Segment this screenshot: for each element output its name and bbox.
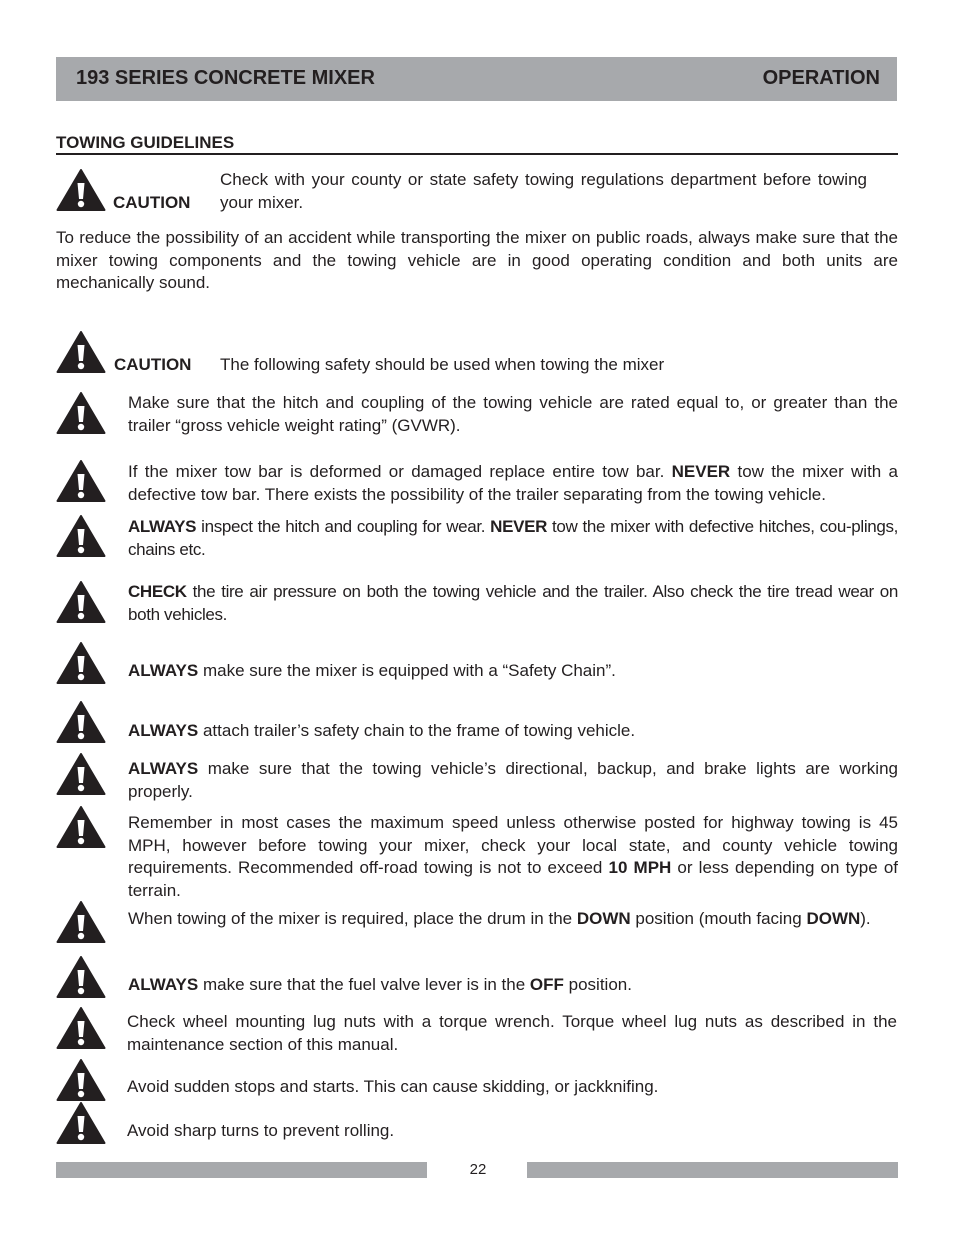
list-item: When towing of the mixer is required, place the drum in the DOWN position (mouth facing DOWN).: [128, 909, 871, 928]
warning-triangle-icon: [56, 805, 106, 849]
warning-triangle-icon: [56, 752, 106, 796]
header-section: OPERATION: [762, 67, 880, 89]
header-title: 193 SERIES CONCRETE MIXER: [76, 67, 375, 89]
header-bar: [56, 57, 897, 101]
warning-triangle-icon: [56, 955, 106, 999]
caution-label: CAUTION: [113, 193, 191, 212]
warning-triangle-icon: [56, 580, 106, 624]
section-title: TOWING GUIDELINES: [56, 133, 235, 152]
footer-bar-left: [56, 1162, 427, 1178]
list-item: CHECK the tire air pressure on both the towing vehicle and the trailer. Also check the tire tread wear on both vehicles.: [128, 582, 898, 624]
footer-bar-right: [527, 1162, 898, 1178]
warning-triangle-icon: [56, 641, 106, 685]
list-item: If the mixer tow bar is deformed or damaged replace entire tow bar. NEVER tow the mixer with a defective tow bar. There exists the possibility of the trailer separating from the towing vehicle.: [128, 462, 898, 504]
warning-triangle-icon: [56, 1058, 106, 1102]
intro-paragraph: To reduce the possibility of an accident while transporting the mixer on public roads, always make sure that the mixer towing components and the towing vehicle are in good operating condition and both units are mechanically sound.: [56, 228, 898, 292]
warning-triangle-icon: [56, 1006, 106, 1050]
section-divider: [56, 153, 898, 155]
caution-text: Check with your county or state safety towing regulations department before towing your mixer.: [220, 170, 867, 212]
warning-triangle-icon: [56, 900, 106, 944]
page-number: 22: [469, 1161, 487, 1178]
list-item: ALWAYS make sure that the towing vehicle’s directional, backup, and brake lights are working properly.: [128, 759, 898, 801]
list-item: ALWAYS make sure the mixer is equipped with a “Safety Chain”.: [128, 661, 616, 680]
warning-triangle-icon: [56, 1101, 106, 1145]
warning-triangle-icon: [56, 514, 106, 558]
list-item: ALWAYS attach trailer’s safety chain to the frame of towing vehicle.: [128, 721, 636, 740]
list-item: Avoid sudden stops and starts. This can cause skidding, or jackknifing.: [127, 1077, 659, 1096]
list-item: ALWAYS inspect the hitch and coupling for wear. NEVER tow the mixer with defective hitches, cou-plings, chains etc.: [128, 517, 898, 559]
caution-label: CAUTION: [114, 355, 192, 374]
list-item: ALWAYS make sure that the fuel valve lever is in the OFF position.: [128, 975, 632, 994]
list-item: Avoid sharp turns to prevent rolling.: [127, 1121, 395, 1140]
list-item: Check wheel mounting lug nuts with a torque wrench. Torque wheel lug nuts as described in the maintenance section of this manual.: [127, 1012, 897, 1054]
list-item: Remember in most cases the maximum speed unless otherwise posted for highway towing is 45 MPH, however before towing your mixer, check your local state, and county vehicle towing requirements. Recommended off-road towing is not to exceed 10 MPH or less depending on type of terrain.: [128, 813, 899, 900]
warning-triangle-icon: [56, 391, 106, 435]
warning-triangle-icon: [56, 168, 106, 212]
warning-triangle-icon: [56, 330, 106, 374]
list-item: Make sure that the hitch and coupling of the towing vehicle are rated equal to, or greater than the trailer “gross vehicle weight rating” (GVWR).: [128, 393, 898, 435]
warning-triangle-icon: [56, 700, 106, 744]
caution-text: The following safety should be used when towing the mixer: [220, 355, 665, 374]
warning-triangle-icon: [56, 459, 106, 503]
